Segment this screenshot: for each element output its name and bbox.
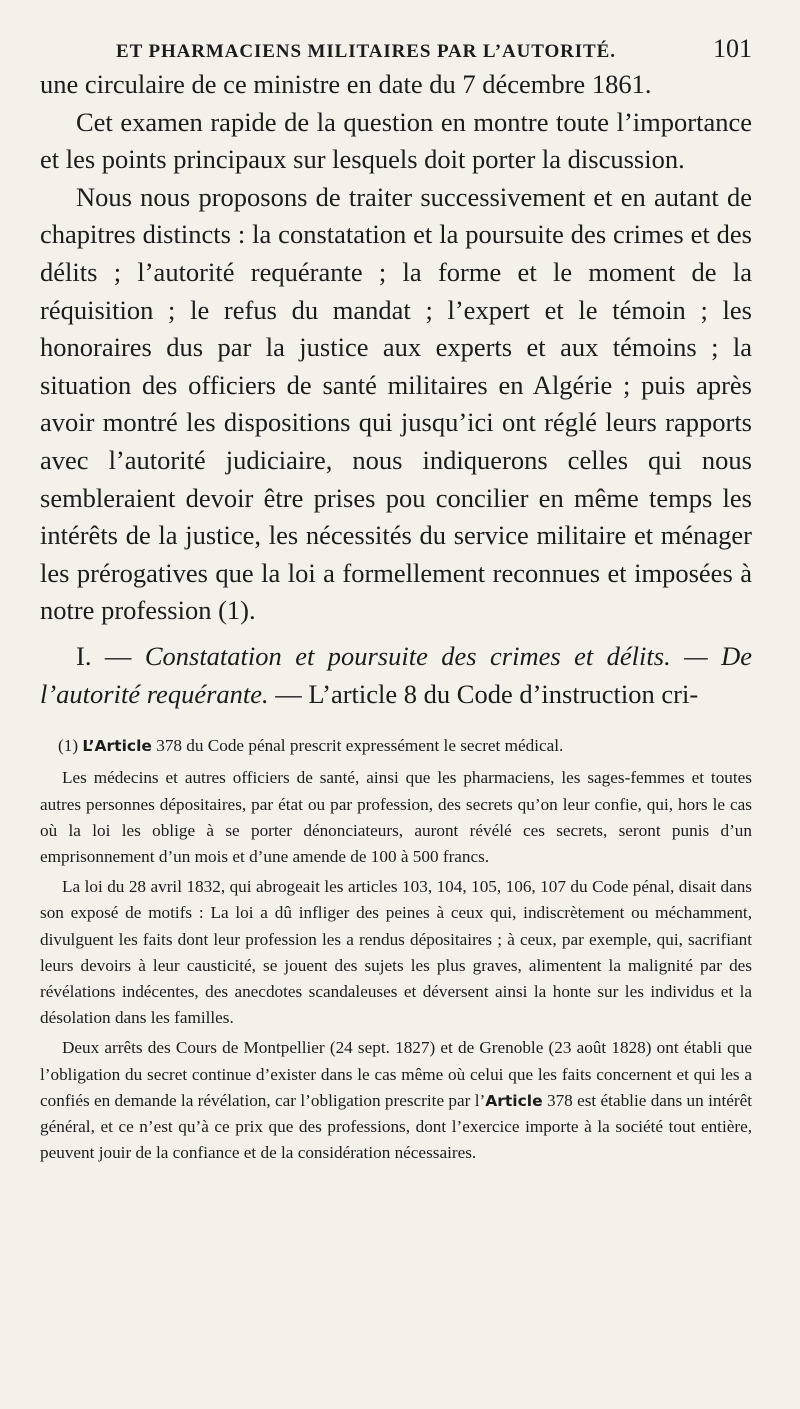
paragraph-plan: Nous nous proposons de traiter successivement et en autant de chapitres distincts : la constatation et la poursuite des crimes et des délits ; l’autorité requérante ; la forme et le moment de la réquisition ; le refus du mandat ; l’expert et le témoin ; les honoraires dus par la justice aux experts et aux témoins ; la situation des officiers de santé militaires en Algérie ; puis après avoir montré les dispositions qui jusqu’ici ont réglé leurs rapports avec l’autorité judiciaire, nous indiquerons celles qui nous sembleraient devoir être prises pou concilier en même temps les intérêts de la justice, les nécessités du service militaire et ménager les prérogatives que la loi a formellement reconnues et imposées à notre profession (1). xyxy=(40,181,752,626)
article-label: L’Article xyxy=(82,737,152,756)
section-heading xyxy=(40,638,752,713)
footnotes xyxy=(40,733,752,1166)
footnote-arrets-text-1: Deux arrêts des Cours de Montpellier (24 sept. 1827) et de Grenoble (23 août 1828) ont établi que l’obligation du secret continue d’exister dans le cas même où celui que les faits concernent et qui les a confiés en demande la révélation, car l’obligation prescrite par l’ xyxy=(40,1038,752,1110)
section-text: — L’article 8 du Code d’instruction cri- xyxy=(275,678,699,709)
running-title: ET PHARMACIENS MILITAIRES PAR L’AUTORITÉ. xyxy=(116,41,616,62)
footnote-loi-1832: La loi du 28 avril 1832, qui abrogeait les articles 103, 104, 105, 106, 107 du Code pénal, disait dans son exposé de motifs : La loi a dû infliger des peines à ceux qui, indiscrètement ou méchamment, divulguent les faits dont leur profession les a rendus dépositaires ; à ceux, par exemple, qui, sacrifiant leurs devoirs à leur causticité, se jouent des sujets les plus graves, alimentent la malignité par des révélations indécentes, des anecdotes scandaleuses et déversent ainsi la honte sur les individus et la désolation dans les familles. xyxy=(40,877,752,1028)
footnote-1-text: 378 du Code pénal prescrit expressément le secret médical. xyxy=(151,736,564,756)
running-header xyxy=(40,34,752,66)
footnote-marker: (1) xyxy=(58,736,83,756)
paragraph-examen: Cet examen rapide de la question en montre toute l’importance et les points principaux sur lesquels doit porter la discussion. xyxy=(40,106,752,175)
article-label-2: Article xyxy=(485,1091,543,1110)
footnote-arrets-text-2: 378 est établie dans un intérêt général, et ce n’est qu’à ce prix que des professions, dont l’exercice importe à la société tout entière, peuvent jouir de la confiance et de la considération nécessaires. xyxy=(40,1090,752,1163)
footnote-1 xyxy=(40,733,752,759)
book-page xyxy=(40,34,752,1166)
footnote-quote-code: Les médecins et autres officiers de santé, ainsi que les pharmaciens, les sages-femmes et toutes autres personnes dépositaires, par état ou par profession, des secrets qu’on leur confie, qui, hors le cas où la loi les oblige à se porter dénonciateurs, auront révélé ces secrets, seront punis d’un emprisonnement d’un mois et d’une amende de 100 à 500 francs. xyxy=(40,768,752,866)
paragraph-continuation: une circulaire de ce ministre en date du 7 décembre 1861. xyxy=(40,69,652,99)
footnote-arrets xyxy=(40,1035,752,1166)
section-title: Constatation et poursuite des crimes et délits. — De l’autorité requérante. xyxy=(40,640,753,709)
main-text xyxy=(40,66,752,713)
page-number: 101 xyxy=(713,34,752,63)
section-number: I. — xyxy=(76,640,132,671)
